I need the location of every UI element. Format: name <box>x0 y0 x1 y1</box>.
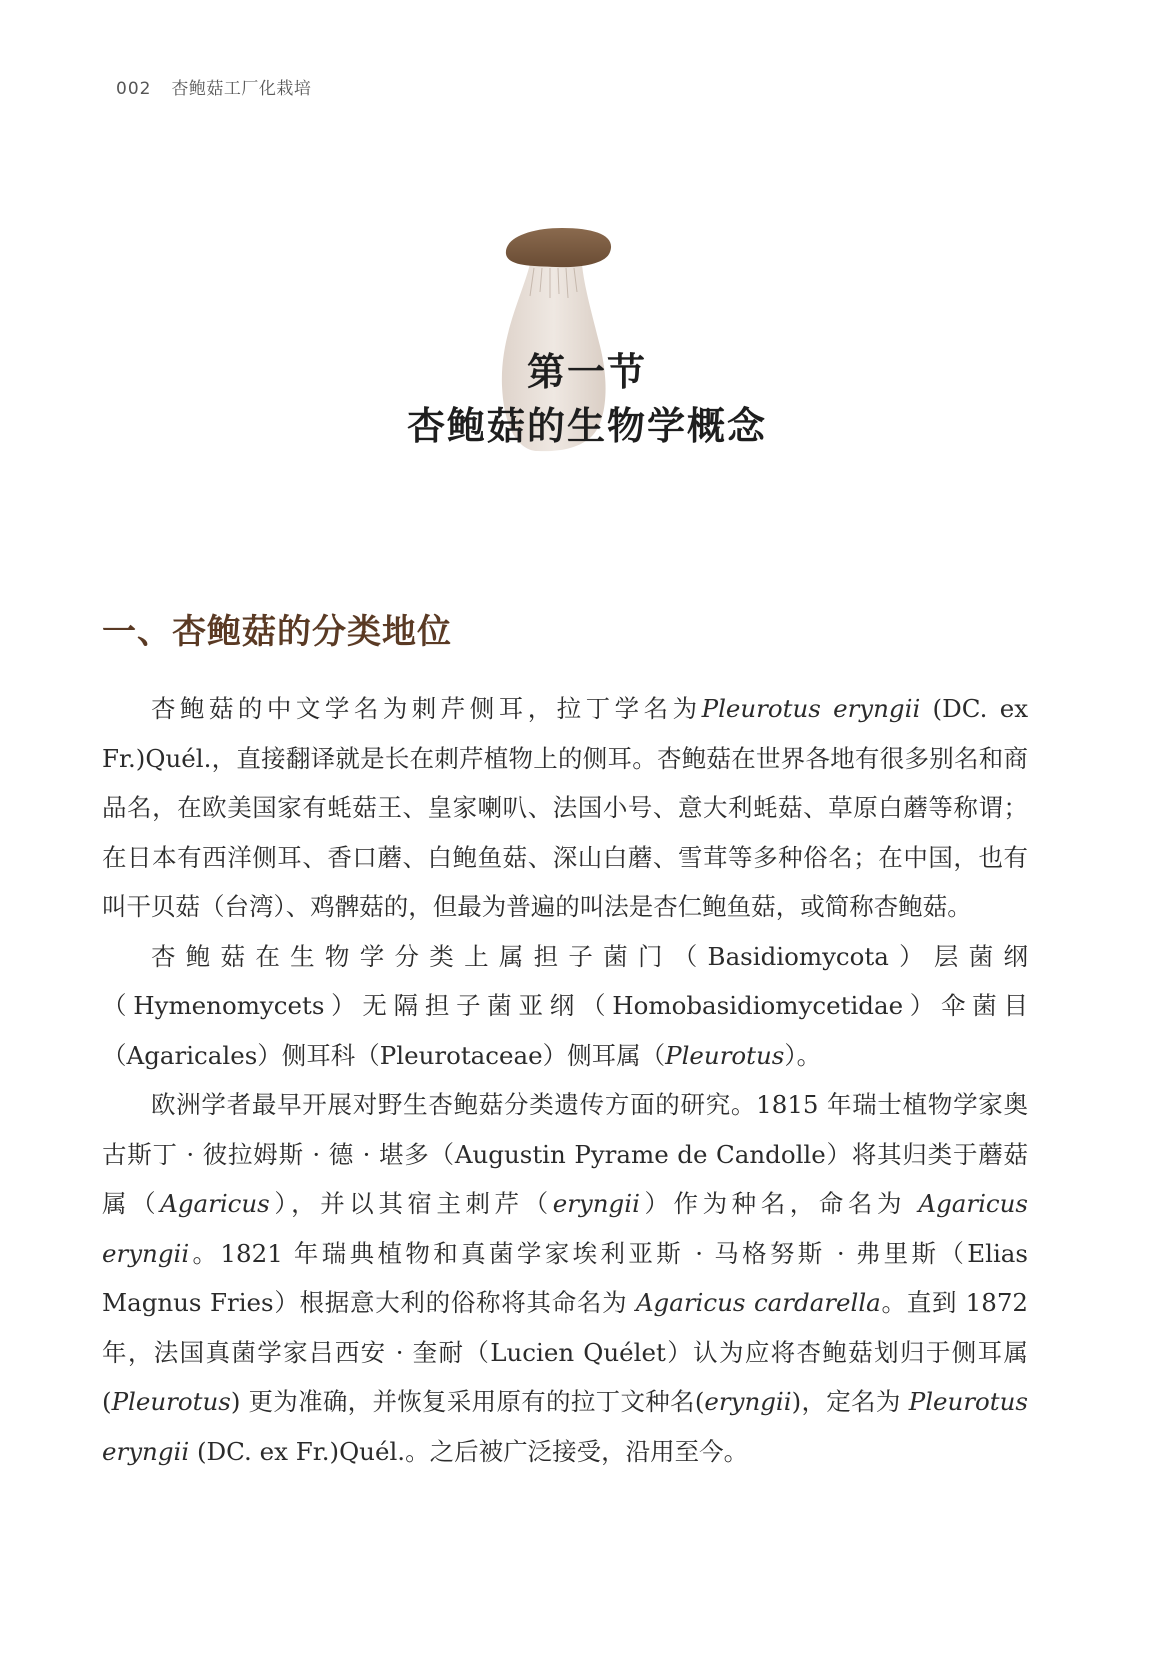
paragraph-2 <box>102 932 1028 1081</box>
text-run: ）作为种名，命名为 <box>639 1189 919 1218</box>
page-number: 002 <box>116 79 152 99</box>
text-run: 。直到 1872 年，法国真菌学家吕西安 · 奎耐（Lucien Quélet）认为应将杏鲍菇划归于侧耳属( <box>102 1288 1029 1416</box>
latin-name: eryngii <box>552 1189 640 1218</box>
body-text <box>102 684 1028 1476</box>
latin-name: Pleurotus eryngii <box>701 694 921 723</box>
text-run: (DC. ex Fr.)Quél.。之后被广泛接受，沿用至今。 <box>189 1436 749 1466</box>
text-run: 欧洲学者最早开展对野生杏鲍菇分类遗传方面的研究。1815 年瑞士植物学家奥古斯丁 · 彼拉姆斯 · 德 · 堪多（Augustin Pyrame de Candolle）将其归类于蘑菇属（ <box>102 1090 1028 1218</box>
text-run: ），并以其宿主刺芹（ <box>269 1189 553 1218</box>
text-run: ) 更为准确，并恢复采用原有的拉丁文种名( <box>230 1387 705 1416</box>
text-run: ）。 <box>784 1040 822 1070</box>
text-run: (DC. ex Fr.)Quél.，直接翻译就是长在刺芹植物上的侧耳。杏鲍菇在世界各地有很多别名和商品名，在欧美国家有蚝菇王、皇家喇叭、法国小号、意大利蚝菇、草原白蘑等称谓；在日本有西洋侧耳、香口蘑、白鲍鱼菇、深山白蘑、雪茸等多种俗名；在中国，也有叫干贝菇（台湾）、鸡髀菇的，但最为普遍的叫法是杏仁鲍鱼菇，或简称杏鲍菇。 <box>102 694 1029 921</box>
paragraph-3 <box>102 1080 1028 1476</box>
section-label: 第一节 <box>526 350 647 394</box>
running-header <box>116 74 311 99</box>
chapter-title <box>0 345 1174 453</box>
section-heading: 一、杏鲍菇的分类地位 <box>102 612 452 652</box>
latin-name: Pleurotus <box>665 1040 785 1070</box>
text-run: 。1821 年瑞典植物和真菌学家埃利亚斯 · 马格努斯 · 弗里斯（Elias Magnus Fries）根据意大利的俗称将其命名为 <box>102 1238 1028 1317</box>
paragraph-1 <box>102 684 1028 932</box>
text-run: )，定名为 <box>791 1387 909 1416</box>
book-title: 杏鲍菇工厂化栽培 <box>171 79 312 99</box>
latin-name: Agaricus <box>160 1189 270 1218</box>
latin-name: Agaricus eryngii <box>102 1189 1029 1268</box>
text-run: 杏鲍菇的中文学名为刺芹侧耳，拉丁学名为 <box>151 694 702 723</box>
text-run: 杏鲍菇在生物学分类上属担子菌门（Basidiomycota）层菌纲（Hymenomycets）无隔担子菌亚纲（Homobasidiomycetidae）伞菌目（Agaricales）侧耳科（Pleurotaceae）侧耳属（ <box>102 941 1028 1070</box>
chapter-heading: 杏鲍菇的生物学概念 <box>406 404 767 448</box>
latin-name: Pleurotus eryngii <box>102 1387 1028 1466</box>
latin-name: Agaricus cardarella <box>635 1288 881 1317</box>
latin-name: eryngii <box>704 1387 792 1416</box>
latin-name: Pleurotus <box>111 1387 231 1416</box>
